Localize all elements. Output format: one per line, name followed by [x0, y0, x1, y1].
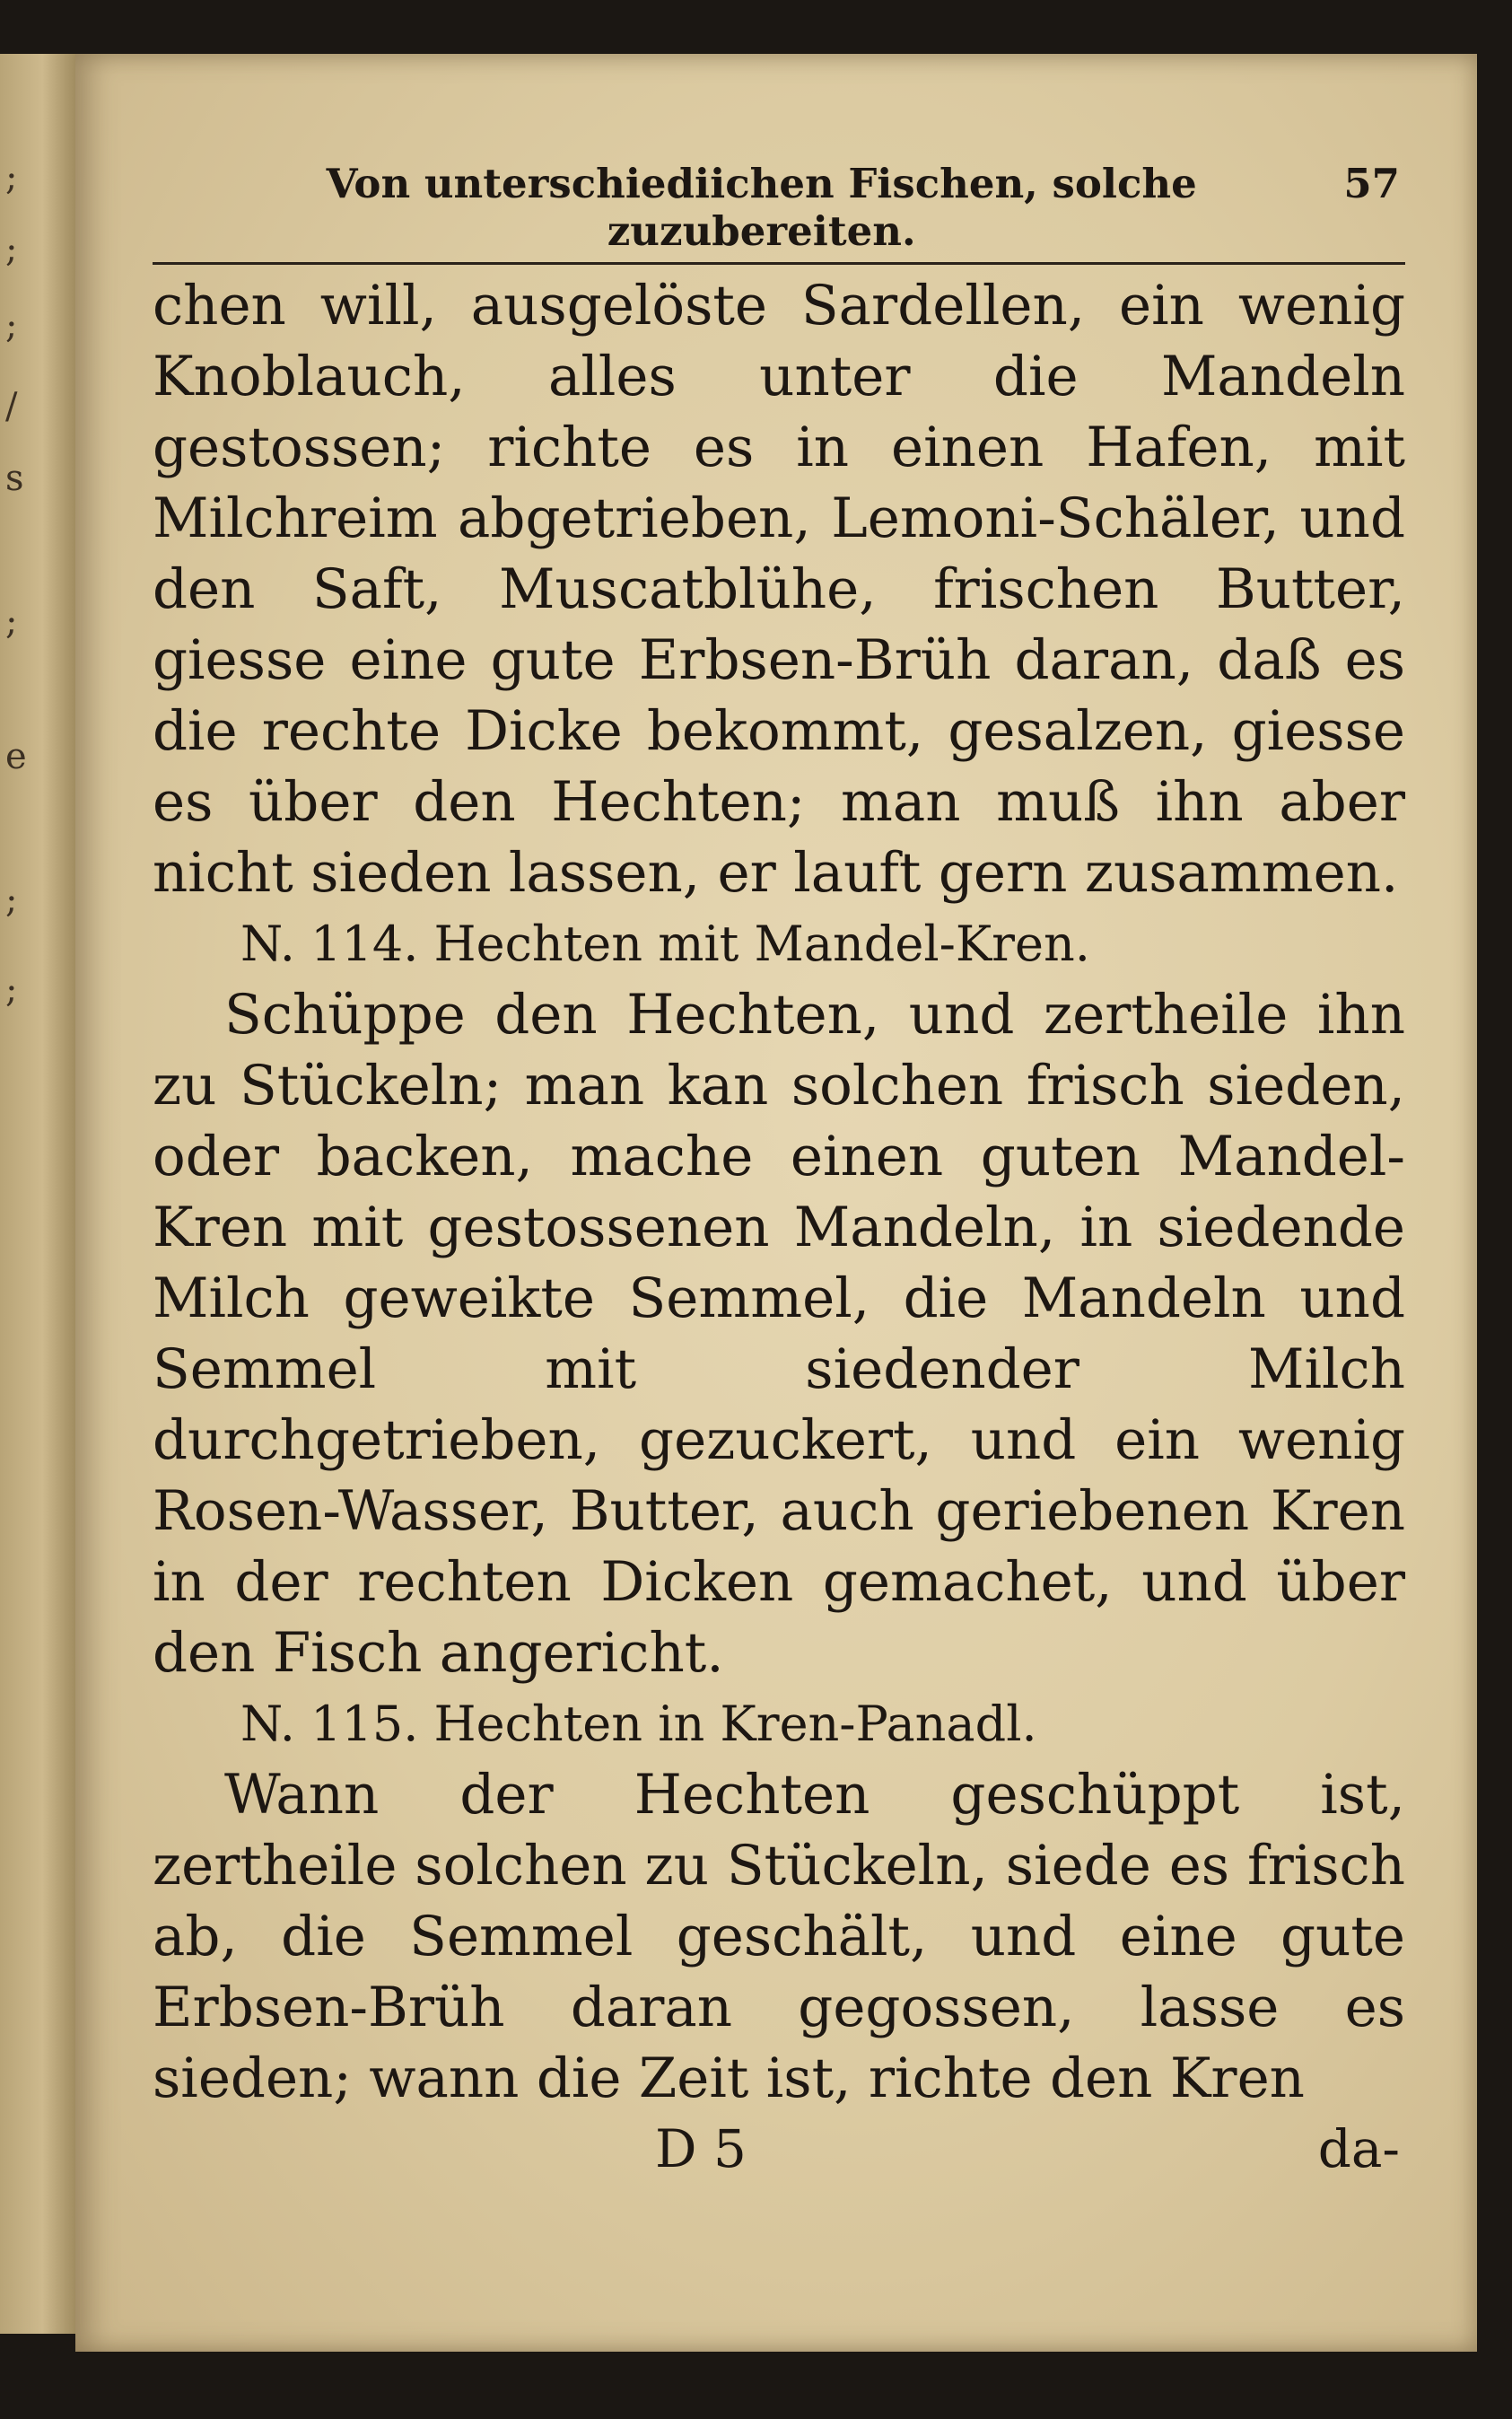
running-title: Von unterschiediichen Fischen, solche zuzubereiten. — [326, 160, 1197, 255]
prev-page-mark: ; — [5, 157, 18, 198]
page-number: 57 — [1343, 160, 1400, 207]
recipe-text-114: Schüppe den Hechten, und zertheile ihn zu Stückeln; man kan solchen frisch sieden, oder backen, mache einen guten Mandel-Kren mit gestossenen Mandeln, in siedende Milch geweikte Semmel, die Mandeln und Semmel mit siedender Milch durchgetrieben, gezuckert, und ein wenig Rosen-Wasser, Butter, auch geriebenen Kren in der rechten Dicken gemachet, und über den Fisch angericht. — [153, 983, 1405, 1685]
page-footer — [153, 2114, 1405, 2185]
prev-page-mark: s — [5, 458, 24, 499]
continued-paragraph: chen will, ausgelöste Sardellen, ein wenig Knoblauch, alles unter die Mandeln gestossen; richte es in einen Hafen, mit Milchreim abgetrieben, Lemoni-Schäler, und den Saft, Muscatblühe, frischen Butter, giesse eine gute Erbsen-Brüh daran, daß es die rechte Dicke bekommt, gesalzen, giesse es über den Hechten; man muß ihn aber nicht sieden lassen, er lauft gern zusammen. — [153, 274, 1405, 905]
body-text — [153, 270, 1405, 2114]
prev-page-mark: ; — [5, 229, 18, 270]
prev-page-mark: ; — [5, 880, 18, 921]
recipe-heading-114: N. 114. Hechten mit Mandel-Kren. — [240, 916, 1090, 972]
prev-page-mark: ; — [5, 969, 18, 1011]
catchword: da- — [1317, 2118, 1400, 2179]
book-page — [75, 54, 1477, 2352]
recipe-heading-115: N. 115. Hechten in Kren-Panadl. — [240, 1696, 1037, 1752]
recipe-text-115: Wann der Hechten geschüppt ist, zertheile solchen zu Stückeln, siede es frisch ab, die Semmel geschält, und eine gute Erbsen-Brüh daran gegossen, lasse es sieden; wann die Zeit ist, richte den Kren — [153, 1763, 1405, 2110]
previous-page-edge — [0, 54, 80, 2334]
prev-page-mark: e — [5, 736, 27, 777]
prev-page-mark: / — [5, 386, 18, 427]
prev-page-mark: ; — [5, 305, 18, 346]
prev-page-mark: ; — [5, 601, 18, 643]
signature-mark: D 5 — [655, 2118, 747, 2179]
page-content — [153, 160, 1405, 2185]
running-header — [153, 160, 1405, 265]
